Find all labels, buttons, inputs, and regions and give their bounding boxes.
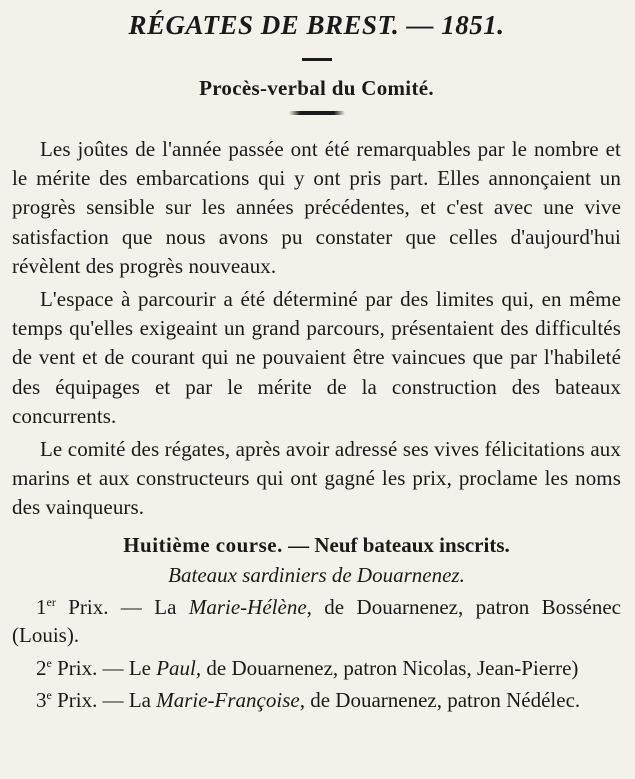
boat-name: Marie-Françoise — [156, 688, 300, 713]
boat-name: Marie-Hélène — [188, 594, 307, 619]
title-divider — [302, 58, 332, 61]
prize-details: de Douarnenez, patron Nicolas, Jean-Pierre) — [201, 655, 579, 680]
prize-rank-suffix: e — [46, 688, 52, 703]
boat-name: Paul, — [156, 655, 202, 680]
prize-rank: 3 — [36, 688, 47, 713]
prize-entry-3 — [12, 686, 621, 715]
prize-details: , de Douarnenez, patron Nédélec. — [299, 688, 581, 713]
prize-rank-suffix: er — [46, 594, 56, 609]
prize-label: Prix. — La — [51, 688, 157, 713]
race-category: Bateaux sardiniers de Douarnenez. — [168, 562, 465, 587]
race-heading — [12, 531, 621, 559]
prize-rank: 1 — [36, 594, 47, 619]
prize-rank-suffix: e — [46, 655, 52, 670]
section-heading: Procès-verbal du Comité. — [199, 76, 434, 100]
ornament-divider — [289, 111, 345, 115]
race-entries: — Neuf bateaux inscrits. — [282, 532, 510, 557]
prize-entry-1 — [12, 593, 621, 650]
paragraph-3: Le comité des régates, après avoir adressé ses vives félicitations aux marins et aux constructeurs qui ont gagné les prix, proclame les noms des vainqueurs. — [12, 437, 621, 520]
paragraph-1: Les joûtes de l'année passée ont été remarquables par le nombre et le mérite des embarcations qui y ont pris part. Elles annonçaient un progrès sensible sur les années précédentes, et c'est avec une vive satisfaction que nous avons pu constater que celles d'aujourd'hui révèlent des progrès nouveaux. — [12, 137, 621, 278]
prize-label: Prix. — Le — [51, 655, 157, 680]
page-title: RÉGATES DE BREST. — 1851. — [128, 10, 505, 40]
prize-entry-2 — [12, 654, 621, 683]
prize-rank: 2 — [36, 655, 47, 680]
paragraph-2: L'espace à parcourir a été déterminé par des limites qui, en même temps qu'elles exigeaint un grand parcours, présentaient des difficultés de vent et de courant qui ne pouvaient être vaincues que par l'habileté des équipages et par le mérite de la construction des bateaux concurrents. — [12, 287, 621, 428]
prize-details: , de Douarnenez, patron Bossénec (Louis). — [12, 594, 621, 648]
race-name: Huitième course. — [123, 532, 283, 557]
prize-label: Prix. — La — [55, 594, 189, 619]
